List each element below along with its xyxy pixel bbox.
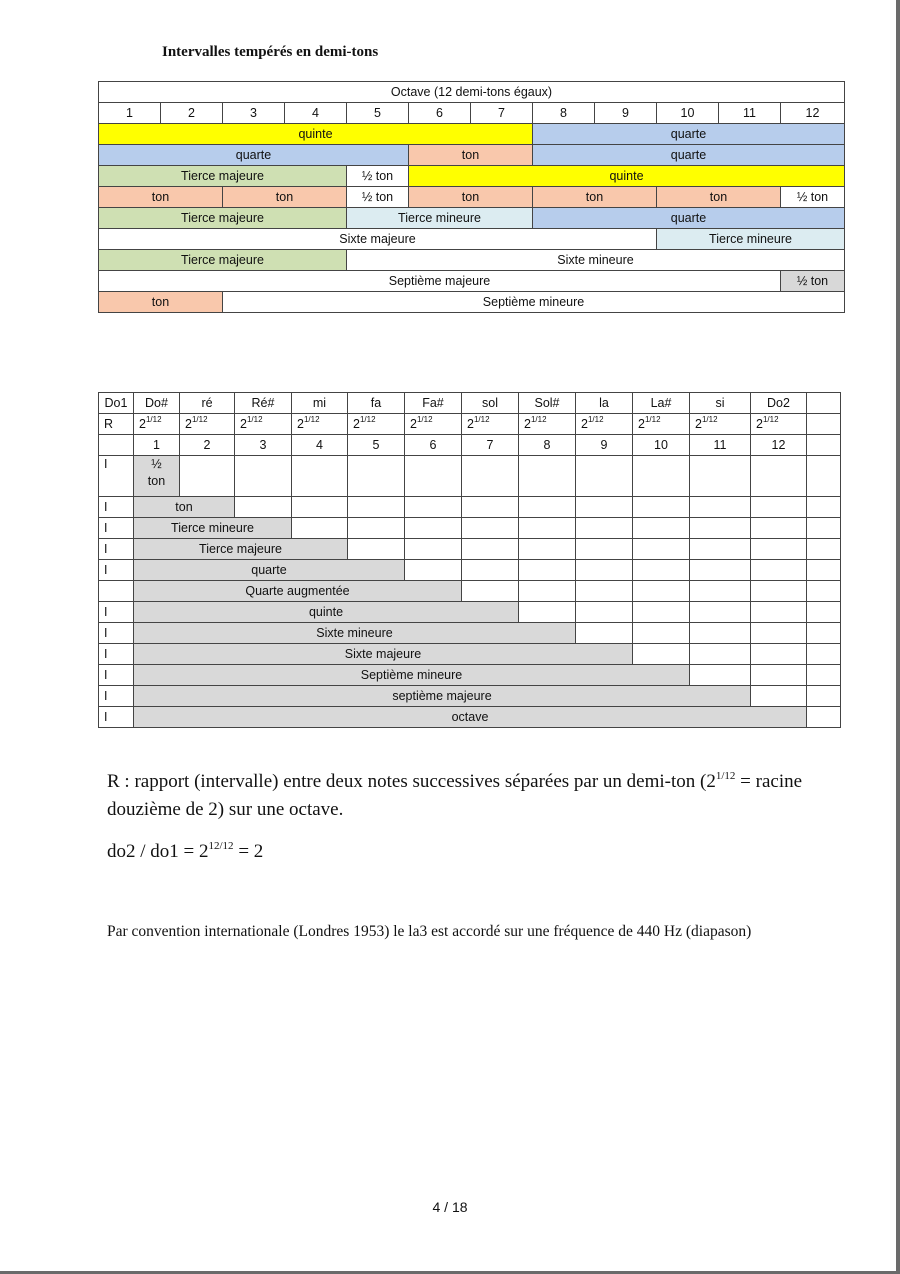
- ratio-value: [519, 414, 576, 435]
- interval-cell: quarte: [533, 208, 845, 229]
- row-marker: I: [99, 497, 134, 518]
- interval-cell: ton: [99, 187, 223, 208]
- octave-intervals-table: [98, 81, 845, 313]
- ratio-base: 2: [695, 417, 702, 431]
- page-title: Intervalles tempérés en demi-tons: [162, 44, 379, 60]
- empty-cell: [292, 456, 348, 497]
- ratio-exponent: 1/12: [191, 415, 208, 424]
- interval-row: [99, 644, 841, 665]
- empty-cell: [348, 518, 405, 539]
- interval-cell: Tierce mineure: [657, 229, 845, 250]
- ratio-value: [462, 414, 519, 435]
- interval-cell: ton: [657, 187, 781, 208]
- note-name: La#: [633, 393, 690, 414]
- semitone-count: 12: [751, 435, 807, 456]
- interval-label-line: ton: [147, 474, 166, 488]
- empty-cell: [807, 539, 841, 560]
- semitone-count: 2: [180, 435, 235, 456]
- note-name: Sol#: [519, 393, 576, 414]
- interval-bar: septième majeure: [134, 686, 751, 707]
- empty-cell: [519, 497, 576, 518]
- ratio-base: 2: [240, 417, 247, 431]
- note-name: mi: [292, 393, 348, 414]
- semitone-number: 5: [347, 103, 409, 124]
- empty-cell: [751, 560, 807, 581]
- empty-cell: [633, 539, 690, 560]
- row-marker: I: [99, 665, 134, 686]
- empty-cell: [576, 539, 633, 560]
- interval-cell: Septième mineure: [223, 292, 845, 313]
- empty-cell: [348, 456, 405, 497]
- semitone-count: 4: [292, 435, 348, 456]
- empty-cell: [690, 456, 751, 497]
- interval-label-line: ½: [151, 457, 162, 471]
- semitone-number: 6: [409, 103, 471, 124]
- semitone-count: 10: [633, 435, 690, 456]
- ratio-base: 2: [353, 417, 360, 431]
- empty-cell: [807, 435, 841, 456]
- empty-cell: [576, 602, 633, 623]
- semitone-number: 1: [99, 103, 161, 124]
- interval-row: [99, 166, 845, 187]
- empty-cell: [690, 644, 751, 665]
- interval-row: [99, 271, 845, 292]
- ratio-exponent: 1/12: [416, 415, 433, 424]
- interval-cell: Sixte majeure: [99, 229, 657, 250]
- empty-cell: [807, 560, 841, 581]
- empty-cell: [519, 539, 576, 560]
- interval-row: [99, 623, 841, 644]
- empty-cell: [751, 665, 807, 686]
- empty-cell: [576, 581, 633, 602]
- interval-bar: Septième mineure: [134, 665, 690, 686]
- interval-bar: ton: [134, 497, 235, 518]
- ratio-explanation: R : rapport (intervalle) entre deux notes successives séparées par un demi-ton ($2^{1/12}$ = racine douzième de 2) sur une octave.: [107, 770, 803, 820]
- interval-bar: Tierce mineure: [134, 518, 292, 539]
- empty-cell: [462, 497, 519, 518]
- semitone-number: 8: [533, 103, 595, 124]
- empty-cell: [690, 497, 751, 518]
- empty-cell: [348, 539, 405, 560]
- interval-bar: octave: [134, 707, 807, 728]
- interval-row: [99, 250, 845, 271]
- empty-cell: [633, 497, 690, 518]
- empty-cell: [751, 644, 807, 665]
- page-number: 4 / 18: [432, 1199, 468, 1215]
- interval-row: [99, 124, 845, 145]
- ratio-base: 2: [185, 417, 192, 431]
- interval-cell: ton: [533, 187, 657, 208]
- interval-row: [99, 208, 845, 229]
- empty-cell: [807, 518, 841, 539]
- empty-cell: [807, 707, 841, 728]
- ratio-exponent: 1/12: [145, 415, 162, 424]
- semitone-number-row: [99, 103, 845, 124]
- row-marker: I: [99, 644, 134, 665]
- interval-row: [99, 581, 841, 602]
- empty-cell: [348, 497, 405, 518]
- ratio-base: 2: [756, 417, 763, 431]
- ratio-value: [134, 414, 180, 435]
- empty-cell: [405, 497, 462, 518]
- empty-cell: [751, 602, 807, 623]
- ratio-row: [99, 414, 841, 435]
- ratio-exponent: 1/12: [701, 415, 718, 424]
- empty-cell: [807, 602, 841, 623]
- ratio-exponent: 1/12: [644, 415, 661, 424]
- interval-bar: quinte: [134, 602, 519, 623]
- interval-cell: ton: [99, 292, 223, 313]
- row-marker: I: [99, 707, 134, 728]
- ratio-exponent: 1/12: [762, 415, 779, 424]
- note-name: fa: [348, 393, 405, 414]
- interval-cell: quarte: [533, 145, 845, 166]
- empty-cell: [519, 456, 576, 497]
- ratio-exponent: 1/12: [246, 415, 263, 424]
- empty-cell: [519, 560, 576, 581]
- empty-cell: [576, 623, 633, 644]
- interval-cell: ½ ton: [781, 187, 845, 208]
- empty-cell: [462, 539, 519, 560]
- interval-cell: ton: [223, 187, 347, 208]
- ratio-label: R: [99, 414, 134, 435]
- empty-cell: [405, 539, 462, 560]
- empty-cell: [519, 602, 576, 623]
- ratio-base: 2: [297, 417, 304, 431]
- interval-row: [99, 497, 841, 518]
- empty-cell: [462, 518, 519, 539]
- interval-cell: Tierce majeure: [99, 208, 347, 229]
- empty-cell: [690, 602, 751, 623]
- interval-bar: quarte: [134, 560, 405, 581]
- interval-bar: Tierce majeure: [134, 539, 348, 560]
- empty-cell: [690, 665, 751, 686]
- interval-bar: Sixte majeure: [134, 644, 633, 665]
- interval-cell: Sixte mineure: [347, 250, 845, 271]
- empty-cell: [462, 456, 519, 497]
- empty-cell: [690, 518, 751, 539]
- interval-cell: Tierce majeure: [99, 250, 347, 271]
- empty-cell: [751, 686, 807, 707]
- semitone-number: 3: [223, 103, 285, 124]
- interval-cell: Tierce mineure: [347, 208, 533, 229]
- interval-cell: ton: [409, 145, 533, 166]
- note-name: Do2: [751, 393, 807, 414]
- interval-cell: quarte: [533, 124, 845, 145]
- empty-cell: [807, 581, 841, 602]
- interval-row: [99, 707, 841, 728]
- empty-cell: [405, 560, 462, 581]
- empty-cell: [807, 644, 841, 665]
- semitone-count: 1: [134, 435, 180, 456]
- ratio-value: [576, 414, 633, 435]
- empty-cell: [807, 393, 841, 414]
- semitone-number: 11: [719, 103, 781, 124]
- empty-cell: [576, 497, 633, 518]
- empty-cell: [633, 456, 690, 497]
- semitone-number: 12: [781, 103, 845, 124]
- empty-cell: [807, 497, 841, 518]
- ratio-exponent: 1/12: [473, 415, 490, 424]
- ratio-value: [405, 414, 462, 435]
- semitone-count: 8: [519, 435, 576, 456]
- empty-cell: [690, 539, 751, 560]
- interval-cell: quarte: [99, 145, 409, 166]
- row-marker: I: [99, 539, 134, 560]
- empty-cell: [462, 581, 519, 602]
- ratio-value: [348, 414, 405, 435]
- semitone-count-row: [99, 435, 841, 456]
- ratio-exponent: 1/12: [587, 415, 604, 424]
- empty-cell: [751, 456, 807, 497]
- ratio-value: [690, 414, 751, 435]
- row-marker: I: [99, 686, 134, 707]
- ratio-value: [235, 414, 292, 435]
- ratio-value: [633, 414, 690, 435]
- interval-row: [99, 539, 841, 560]
- semitone-number: 4: [285, 103, 347, 124]
- row-marker: I: [99, 518, 134, 539]
- ratio-exponent: 1/12: [359, 415, 376, 424]
- interval-cell: ½ ton: [347, 187, 409, 208]
- note-name: Fa#: [405, 393, 462, 414]
- empty-cell: [235, 456, 292, 497]
- empty-cell: [633, 581, 690, 602]
- interval-cell: ton: [409, 187, 533, 208]
- ratio-base: 2: [638, 417, 645, 431]
- ratio-value: [751, 414, 807, 435]
- interval-row: [99, 560, 841, 581]
- empty-cell: [751, 497, 807, 518]
- empty-cell: [807, 456, 841, 497]
- note-name: Ré#: [235, 393, 292, 414]
- ratio-exponent: 1/12: [303, 415, 320, 424]
- interval-row: [99, 456, 841, 497]
- semitone-count: 5: [348, 435, 405, 456]
- empty-cell: [633, 623, 690, 644]
- note-name: sol: [462, 393, 519, 414]
- empty-cell: [576, 456, 633, 497]
- interval-cell: Tierce majeure: [99, 166, 347, 187]
- interval-row: [99, 518, 841, 539]
- interval-bar: [134, 456, 180, 497]
- row-marker: [99, 581, 134, 602]
- interval-cell: Septième majeure: [99, 271, 781, 292]
- empty-cell: [633, 602, 690, 623]
- empty-cell: [519, 518, 576, 539]
- interval-cell: ½ ton: [781, 271, 845, 292]
- note-names-row: [99, 393, 841, 414]
- interval-row: [99, 145, 845, 166]
- empty-cell: [519, 581, 576, 602]
- interval-row: [99, 229, 845, 250]
- empty-cell: [690, 623, 751, 644]
- diapason-note: Par convention internationale (Londres 1953) le la3 est accordé sur une fréquence de 440 Hz (diapason): [107, 923, 752, 940]
- interval-bar: Sixte mineure: [134, 623, 576, 644]
- note-name: Do1: [99, 393, 134, 414]
- row-marker: I: [99, 456, 134, 497]
- empty-cell: [235, 497, 292, 518]
- empty-cell: [633, 644, 690, 665]
- semitone-number: 10: [657, 103, 719, 124]
- note-name: la: [576, 393, 633, 414]
- empty-cell: [690, 581, 751, 602]
- empty-cell: [180, 456, 235, 497]
- empty-cell: [292, 518, 348, 539]
- ratio-base: 2: [581, 417, 588, 431]
- ratio-base: 2: [139, 417, 146, 431]
- ratio-exponent: 1/12: [530, 415, 547, 424]
- empty-cell: [633, 560, 690, 581]
- semitone-number: 9: [595, 103, 657, 124]
- empty-cell: [292, 497, 348, 518]
- ratio-value: [292, 414, 348, 435]
- empty-cell: [751, 539, 807, 560]
- ratio-value: [180, 414, 235, 435]
- ratio-base: 2: [524, 417, 531, 431]
- empty-cell: [807, 665, 841, 686]
- semitone-count: 3: [235, 435, 292, 456]
- empty-cell: [807, 623, 841, 644]
- semitone-number: 2: [161, 103, 223, 124]
- ratio-base: 2: [410, 417, 417, 431]
- semitone-count: 7: [462, 435, 519, 456]
- ratio-base: 2: [467, 417, 474, 431]
- interval-row: [99, 187, 845, 208]
- note-name: ré: [180, 393, 235, 414]
- note-name: si: [690, 393, 751, 414]
- semitone-count: 9: [576, 435, 633, 456]
- empty-cell: [405, 456, 462, 497]
- interval-row: [99, 292, 845, 313]
- empty-cell: [751, 623, 807, 644]
- interval-row: [99, 686, 841, 707]
- row-marker: I: [99, 602, 134, 623]
- empty-cell: [751, 581, 807, 602]
- empty-cell: [576, 518, 633, 539]
- interval-bar: Quarte augmentée: [134, 581, 462, 602]
- page-edge-right: [896, 0, 900, 1274]
- row-marker: I: [99, 623, 134, 644]
- interval-cell: quinte: [409, 166, 845, 187]
- note-ratio-table: [98, 392, 841, 728]
- semitone-number: 7: [471, 103, 533, 124]
- empty-cell: [751, 518, 807, 539]
- row-marker: I: [99, 560, 134, 581]
- interval-row: [99, 602, 841, 623]
- octave-ratio-formula: $do2 / do1 = 2^{12/12} = 2$: [107, 840, 264, 862]
- empty-cell: [462, 560, 519, 581]
- interval-row: [99, 665, 841, 686]
- empty-cell: [576, 560, 633, 581]
- semitone-count: 11: [690, 435, 751, 456]
- empty-cell: [99, 435, 134, 456]
- empty-cell: [690, 560, 751, 581]
- interval-cell: ½ ton: [347, 166, 409, 187]
- semitone-count: 6: [405, 435, 462, 456]
- interval-cell: quinte: [99, 124, 533, 145]
- empty-cell: [633, 518, 690, 539]
- empty-cell: [405, 518, 462, 539]
- note-name: Do#: [134, 393, 180, 414]
- octave-header: Octave (12 demi-tons égaux): [99, 82, 845, 103]
- empty-cell: [807, 414, 841, 435]
- empty-cell: [807, 686, 841, 707]
